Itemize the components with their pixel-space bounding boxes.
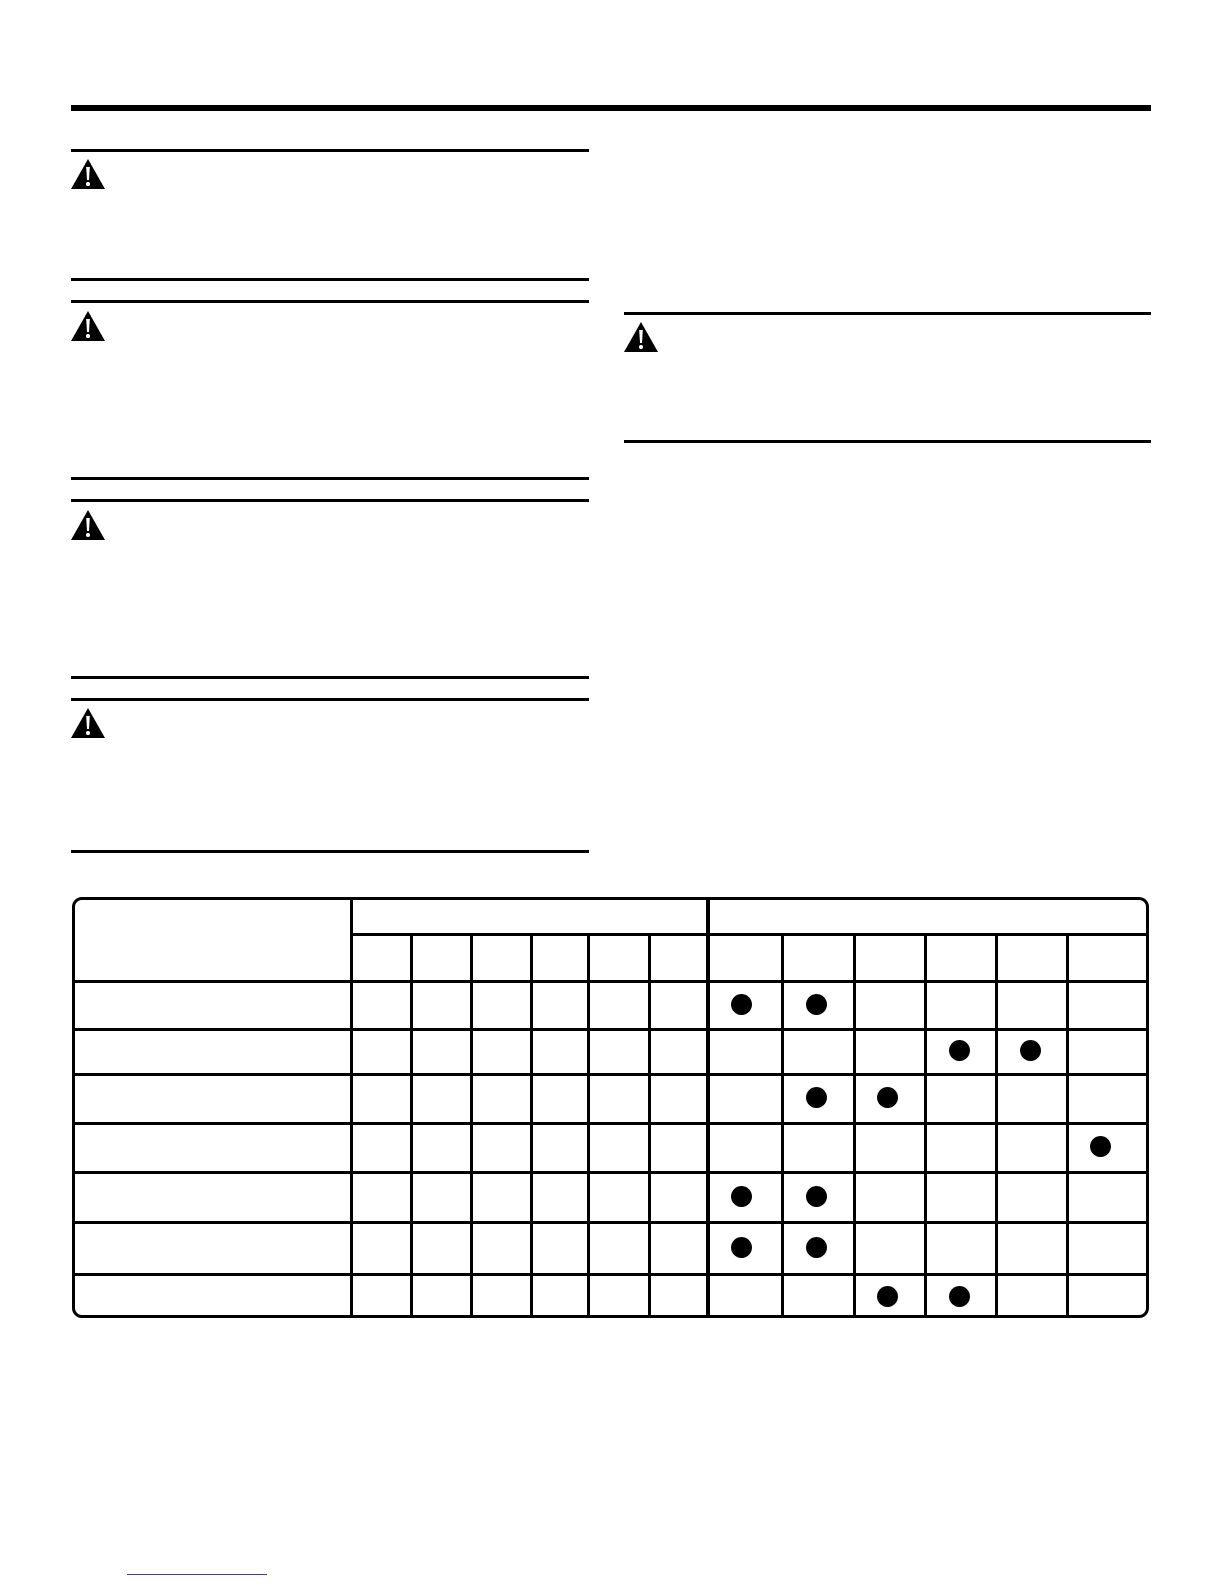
label-column-divider [350, 900, 353, 1315]
column-divider [648, 933, 651, 1315]
table-mark-dot [731, 994, 752, 1015]
table-mark-dot [731, 1186, 752, 1207]
warning-2-top-rule [71, 300, 589, 303]
header-rule [71, 105, 1151, 111]
warning-triangle-icon [70, 509, 106, 541]
column-divider [924, 933, 927, 1315]
column-divider [410, 933, 413, 1315]
table-mark-dot [1020, 1040, 1041, 1061]
row-divider [75, 1073, 1146, 1076]
warning-1-bottom-rule [71, 278, 589, 281]
group-divider [706, 900, 710, 1315]
table-mark-dot [806, 1186, 827, 1207]
table-mark-dot [731, 1237, 752, 1258]
row-divider [75, 1122, 1146, 1125]
table-mark-dot [1090, 1136, 1111, 1157]
column-divider [470, 933, 473, 1315]
warning-3-top-rule [71, 499, 589, 502]
table-mark-dot [949, 1286, 970, 1307]
warning-3-bottom-rule [71, 676, 589, 679]
row-divider [75, 1028, 1146, 1031]
warning-4-bottom-rule [71, 850, 589, 853]
warning-5-top-rule [624, 312, 1151, 315]
row-divider [75, 1171, 1146, 1174]
warning-4-top-rule [71, 698, 589, 701]
column-divider [530, 933, 533, 1315]
warning-triangle-icon [70, 310, 106, 342]
troubleshooting-table [72, 897, 1149, 1318]
table-mark-dot [877, 1087, 898, 1108]
table-mark-dot [877, 1286, 898, 1307]
warning-1-top-rule [71, 149, 589, 152]
footer-link-underline[interactable] [127, 1574, 267, 1575]
header-bottom-rule [75, 980, 1146, 983]
row-divider [75, 1221, 1146, 1224]
column-divider [587, 933, 590, 1315]
column-divider [995, 933, 998, 1315]
column-divider [1066, 933, 1069, 1315]
table-mark-dot [806, 994, 827, 1015]
column-divider [853, 933, 856, 1315]
column-divider [781, 933, 784, 1315]
warning-triangle-icon [70, 158, 106, 190]
warning-2-bottom-rule [71, 477, 589, 480]
row-divider [75, 1273, 1146, 1276]
table-mark-dot [949, 1040, 970, 1061]
table-mark-dot [806, 1087, 827, 1108]
warning-triangle-icon [70, 707, 106, 739]
table-mark-dot [806, 1237, 827, 1258]
warning-triangle-icon [623, 321, 659, 353]
warning-5-bottom-rule [624, 440, 1151, 443]
